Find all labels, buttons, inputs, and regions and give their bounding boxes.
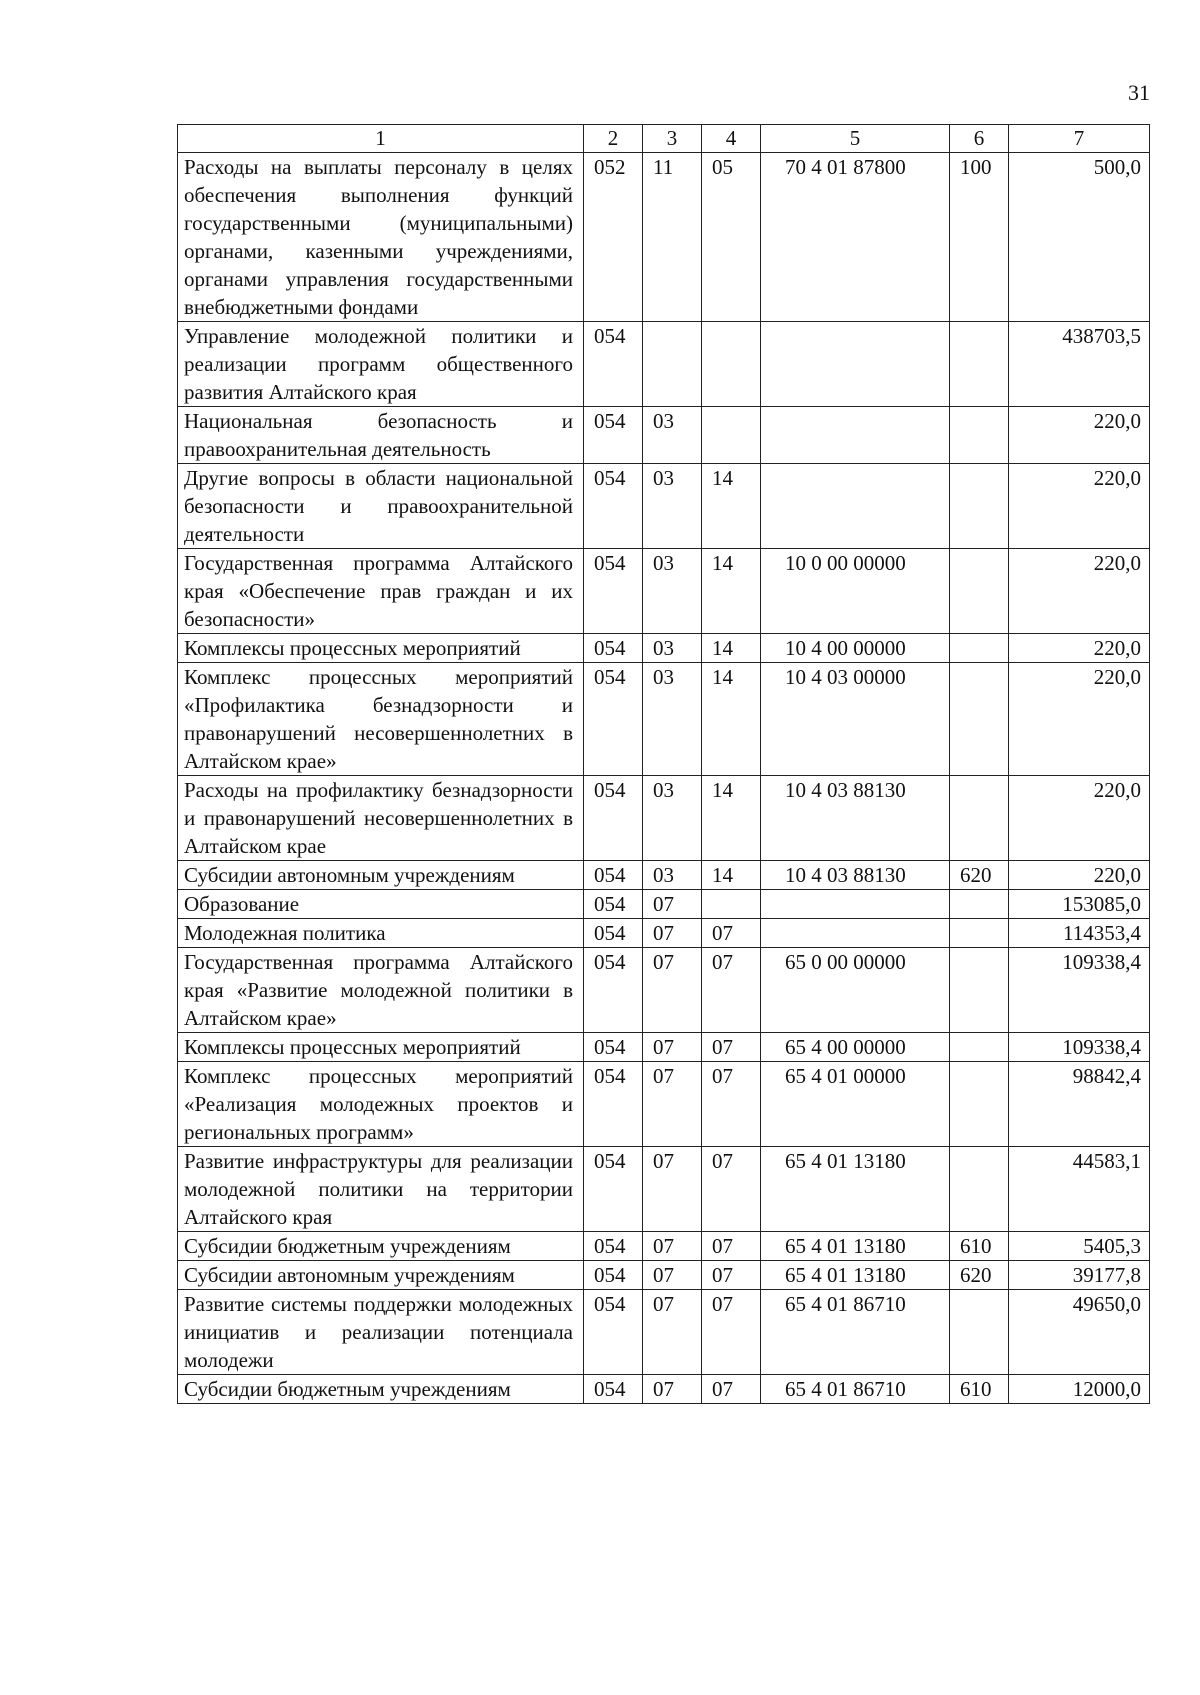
target-article-cell: 10 4 03 88130	[761, 861, 950, 890]
header-cell-2: 2	[584, 125, 643, 153]
name-cell: Комплекс процессных мероприятий «Реализация молодежных проектов и региональных программ»	[178, 1062, 584, 1147]
target-article-cell	[761, 407, 950, 464]
name-cell: Расходы на выплаты персоналу в целях обеспечения выполнения функций государственными (муниципальными) органами, казенными учреждениями, органами управления государственными внебюджетными фондами	[178, 153, 584, 322]
ministry-code-cell: 054	[584, 634, 643, 663]
table-row	[178, 919, 1150, 948]
ministry-code-cell: 054	[584, 1062, 643, 1147]
ministry-code-cell: 054	[584, 1375, 643, 1404]
target-article-cell	[761, 919, 950, 948]
ministry-code-cell: 054	[584, 1147, 643, 1232]
table-row	[178, 407, 1150, 464]
section-cell: 07	[643, 919, 702, 948]
subsection-cell: 07	[702, 1033, 761, 1062]
table-row	[178, 1261, 1150, 1290]
expense-type-cell	[950, 948, 1009, 1033]
header-cell-7: 7	[1009, 125, 1150, 153]
name-cell: Комплексы процессных мероприятий	[178, 634, 584, 663]
ministry-code-cell: 054	[584, 1033, 643, 1062]
section-cell	[643, 322, 702, 407]
name-cell: Образование	[178, 890, 584, 919]
expense-type-cell	[950, 776, 1009, 861]
section-cell: 07	[643, 1261, 702, 1290]
ministry-code-cell: 054	[584, 861, 643, 890]
name-cell: Комплекс процессных мероприятий «Профилактика безнадзорности и правонарушений несовершеннолетних в Алтайском крае»	[178, 663, 584, 776]
amount-cell: 153085,0	[1009, 890, 1150, 919]
subsection-cell: 07	[702, 919, 761, 948]
table-row	[178, 549, 1150, 634]
ministry-code-cell: 054	[584, 1261, 643, 1290]
table-row	[178, 464, 1150, 549]
name-cell: Молодежная политика	[178, 919, 584, 948]
name-cell: Субсидии автономным учреждениям	[178, 1261, 584, 1290]
subsection-cell: 05	[702, 153, 761, 322]
expense-type-cell: 610	[950, 1232, 1009, 1261]
header-cell-5: 5	[761, 125, 950, 153]
amount-cell: 114353,4	[1009, 919, 1150, 948]
target-article-cell: 10 4 00 00000	[761, 634, 950, 663]
ministry-code-cell: 054	[584, 919, 643, 948]
budget-table	[177, 124, 1150, 1404]
name-cell: Субсидии бюджетным учреждениям	[178, 1232, 584, 1261]
target-article-cell: 65 4 01 13180	[761, 1261, 950, 1290]
header-cell-4: 4	[702, 125, 761, 153]
expense-type-cell	[950, 919, 1009, 948]
table-row	[178, 1290, 1150, 1375]
expense-type-cell	[950, 464, 1009, 549]
section-cell: 03	[643, 861, 702, 890]
header-cell-6: 6	[950, 125, 1009, 153]
section-cell: 03	[643, 776, 702, 861]
subsection-cell: 07	[702, 1261, 761, 1290]
target-article-cell	[761, 322, 950, 407]
target-article-cell: 65 4 01 00000	[761, 1062, 950, 1147]
expense-type-cell: 620	[950, 1261, 1009, 1290]
expense-type-cell	[950, 1033, 1009, 1062]
expense-type-cell	[950, 407, 1009, 464]
section-cell: 11	[643, 153, 702, 322]
amount-cell: 220,0	[1009, 464, 1150, 549]
amount-cell: 98842,4	[1009, 1062, 1150, 1147]
target-article-cell: 65 4 01 13180	[761, 1232, 950, 1261]
target-article-cell: 70 4 01 87800	[761, 153, 950, 322]
subsection-cell: 07	[702, 1232, 761, 1261]
name-cell: Субсидии автономным учреждениям	[178, 861, 584, 890]
expense-type-cell	[950, 1062, 1009, 1147]
expense-type-cell	[950, 634, 1009, 663]
amount-cell: 500,0	[1009, 153, 1150, 322]
table-row	[178, 948, 1150, 1033]
target-article-cell: 65 0 00 00000	[761, 948, 950, 1033]
name-cell: Субсидии бюджетным учреждениям	[178, 1375, 584, 1404]
section-cell: 03	[643, 549, 702, 634]
ministry-code-cell: 052	[584, 153, 643, 322]
expense-type-cell	[950, 1290, 1009, 1375]
section-cell: 07	[643, 948, 702, 1033]
section-cell: 07	[643, 1062, 702, 1147]
ministry-code-cell: 054	[584, 549, 643, 634]
name-cell: Развитие системы поддержки молодежных инициатив и реализации потенциала молодежи	[178, 1290, 584, 1375]
subsection-cell: 07	[702, 948, 761, 1033]
target-article-cell	[761, 890, 950, 919]
table-row	[178, 1033, 1150, 1062]
table-row	[178, 663, 1150, 776]
target-article-cell: 65 4 01 86710	[761, 1290, 950, 1375]
subsection-cell	[702, 890, 761, 919]
amount-cell: 39177,8	[1009, 1261, 1150, 1290]
target-article-cell: 10 4 03 88130	[761, 776, 950, 861]
expense-type-cell	[950, 663, 1009, 776]
expense-type-cell: 100	[950, 153, 1009, 322]
name-cell: Государственная программа Алтайского края «Обеспечение прав граждан и их безопасности»	[178, 549, 584, 634]
section-cell: 07	[643, 1232, 702, 1261]
section-cell: 07	[643, 890, 702, 919]
page-number: 31	[1128, 80, 1150, 105]
amount-cell: 49650,0	[1009, 1290, 1150, 1375]
section-cell: 03	[643, 464, 702, 549]
expense-type-cell	[950, 1147, 1009, 1232]
table-row	[178, 890, 1150, 919]
ministry-code-cell: 054	[584, 1232, 643, 1261]
amount-cell: 220,0	[1009, 549, 1150, 634]
amount-cell: 220,0	[1009, 407, 1150, 464]
name-cell: Комплексы процессных мероприятий	[178, 1033, 584, 1062]
section-cell: 07	[643, 1290, 702, 1375]
amount-cell: 220,0	[1009, 861, 1150, 890]
section-cell: 03	[643, 634, 702, 663]
target-article-cell: 10 0 00 00000	[761, 549, 950, 634]
table-row	[178, 1375, 1150, 1404]
table-row	[178, 634, 1150, 663]
subsection-cell	[702, 407, 761, 464]
subsection-cell	[702, 322, 761, 407]
expense-type-cell: 610	[950, 1375, 1009, 1404]
table-row	[178, 153, 1150, 322]
section-cell: 07	[643, 1033, 702, 1062]
ministry-code-cell: 054	[584, 663, 643, 776]
name-cell: Государственная программа Алтайского края «Развитие молодежной политики в Алтайском крае»	[178, 948, 584, 1033]
expense-type-cell	[950, 322, 1009, 407]
ministry-code-cell: 054	[584, 1290, 643, 1375]
name-cell: Национальная безопасность и правоохранительная деятельность	[178, 407, 584, 464]
table-row	[178, 776, 1150, 861]
name-cell: Развитие инфраструктуры для реализации молодежной политики на территории Алтайского края	[178, 1147, 584, 1232]
name-cell: Другие вопросы в области национальной безопасности и правоохранительной деятельности	[178, 464, 584, 549]
amount-cell: 44583,1	[1009, 1147, 1150, 1232]
subsection-cell: 14	[702, 634, 761, 663]
target-article-cell: 10 4 03 00000	[761, 663, 950, 776]
subsection-cell: 07	[702, 1147, 761, 1232]
subsection-cell: 14	[702, 776, 761, 861]
table-row	[178, 861, 1150, 890]
subsection-cell: 14	[702, 861, 761, 890]
section-cell: 03	[643, 663, 702, 776]
amount-cell: 220,0	[1009, 634, 1150, 663]
expense-type-cell: 620	[950, 861, 1009, 890]
section-cell: 03	[643, 407, 702, 464]
ministry-code-cell: 054	[584, 464, 643, 549]
table-row	[178, 1147, 1150, 1232]
subsection-cell: 14	[702, 663, 761, 776]
table-row	[178, 1062, 1150, 1147]
target-article-cell	[761, 464, 950, 549]
target-article-cell: 65 4 00 00000	[761, 1033, 950, 1062]
amount-cell: 109338,4	[1009, 948, 1150, 1033]
table-row	[178, 322, 1150, 407]
target-article-cell: 65 4 01 13180	[761, 1147, 950, 1232]
subsection-cell: 14	[702, 549, 761, 634]
section-cell: 07	[643, 1375, 702, 1404]
amount-cell: 12000,0	[1009, 1375, 1150, 1404]
name-cell: Управление молодежной политики и реализации программ общественного развития Алтайского края	[178, 322, 584, 407]
amount-cell: 109338,4	[1009, 1033, 1150, 1062]
subsection-cell: 07	[702, 1062, 761, 1147]
amount-cell: 5405,3	[1009, 1232, 1150, 1261]
subsection-cell: 07	[702, 1290, 761, 1375]
ministry-code-cell: 054	[584, 776, 643, 861]
header-cell-1: 1	[178, 125, 584, 153]
expense-type-cell	[950, 890, 1009, 919]
name-cell: Расходы на профилактику безнадзорности и правонарушений несовершеннолетних в Алтайском крае	[178, 776, 584, 861]
table-body	[178, 125, 1150, 1404]
header-cell-3: 3	[643, 125, 702, 153]
subsection-cell: 07	[702, 1375, 761, 1404]
amount-cell: 220,0	[1009, 776, 1150, 861]
expense-type-cell	[950, 549, 1009, 634]
subsection-cell: 14	[702, 464, 761, 549]
ministry-code-cell: 054	[584, 322, 643, 407]
section-cell: 07	[643, 1147, 702, 1232]
ministry-code-cell: 054	[584, 948, 643, 1033]
amount-cell: 438703,5	[1009, 322, 1150, 407]
ministry-code-cell: 054	[584, 890, 643, 919]
target-article-cell: 65 4 01 86710	[761, 1375, 950, 1404]
ministry-code-cell: 054	[584, 407, 643, 464]
table-row	[178, 1232, 1150, 1261]
table-header-row	[178, 125, 1150, 153]
amount-cell: 220,0	[1009, 663, 1150, 776]
